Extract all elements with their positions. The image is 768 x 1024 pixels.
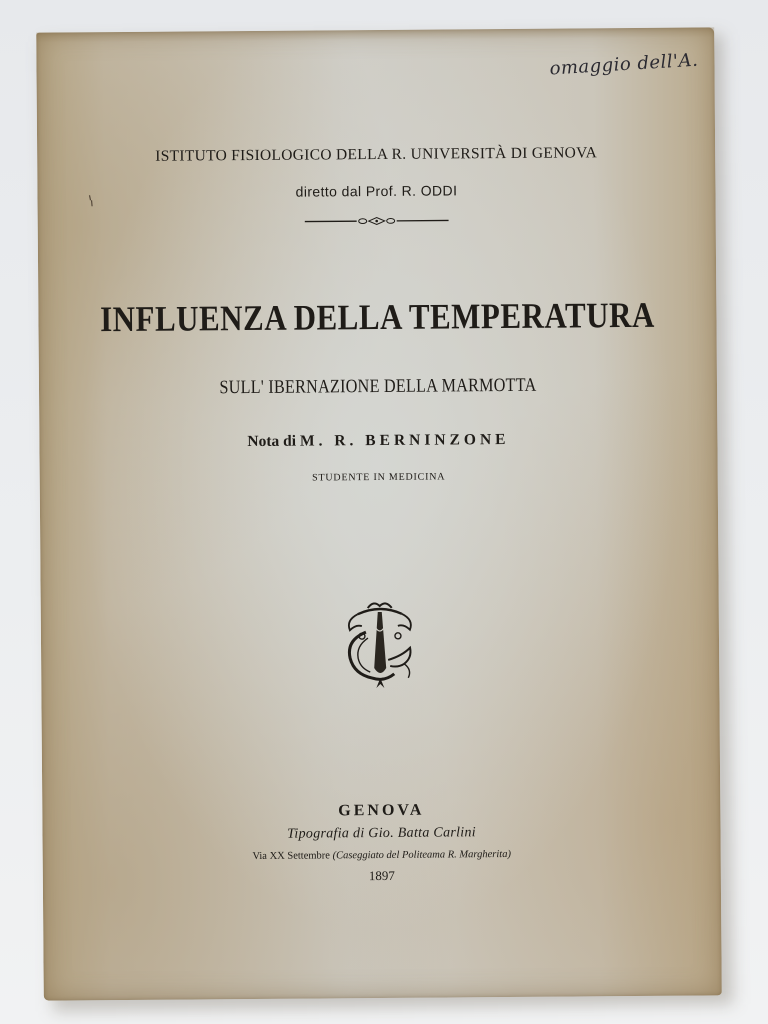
handwritten-dedication: omaggio dell'A. bbox=[549, 49, 699, 80]
author-role: STUDENTE IN MEDICINA bbox=[312, 471, 446, 484]
institute-heading: ISTITUTO FISIOLOGICO DELLA R. UNIVERSITÀ DI GENOVA bbox=[155, 144, 598, 165]
document-title: INFLUENZA DELLA TEMPERATURA bbox=[99, 294, 655, 340]
imprint-printer: Tipografia di Gio. Batta Carlini bbox=[287, 825, 477, 842]
author-name: M. R. BERNINZONE bbox=[299, 430, 510, 450]
ornamental-rule bbox=[38, 213, 716, 228]
document-subtitle: SULL' IBERNAZIONE DELLA MARMOTTA bbox=[219, 374, 537, 399]
imprint-year: 1897 bbox=[368, 867, 395, 884]
cover-content bbox=[36, 27, 722, 1000]
director-line: diretto dal Prof. R. ODDI bbox=[295, 182, 458, 200]
imprint-address bbox=[43, 847, 721, 863]
ornamental-rule-icon bbox=[305, 215, 449, 226]
printer-monogram-emblem-icon bbox=[338, 598, 423, 691]
imprint-city: GENOVA bbox=[338, 801, 425, 820]
imprint-address-note: (Caseggiato del Politeama R. Margherita) bbox=[332, 848, 511, 862]
author-prefix: Nota di bbox=[247, 432, 297, 451]
pamphlet-cover bbox=[36, 27, 722, 1000]
imprint-street: Via XX Settembre bbox=[252, 850, 330, 863]
author-line bbox=[39, 429, 717, 452]
printer-emblem bbox=[41, 595, 720, 692]
